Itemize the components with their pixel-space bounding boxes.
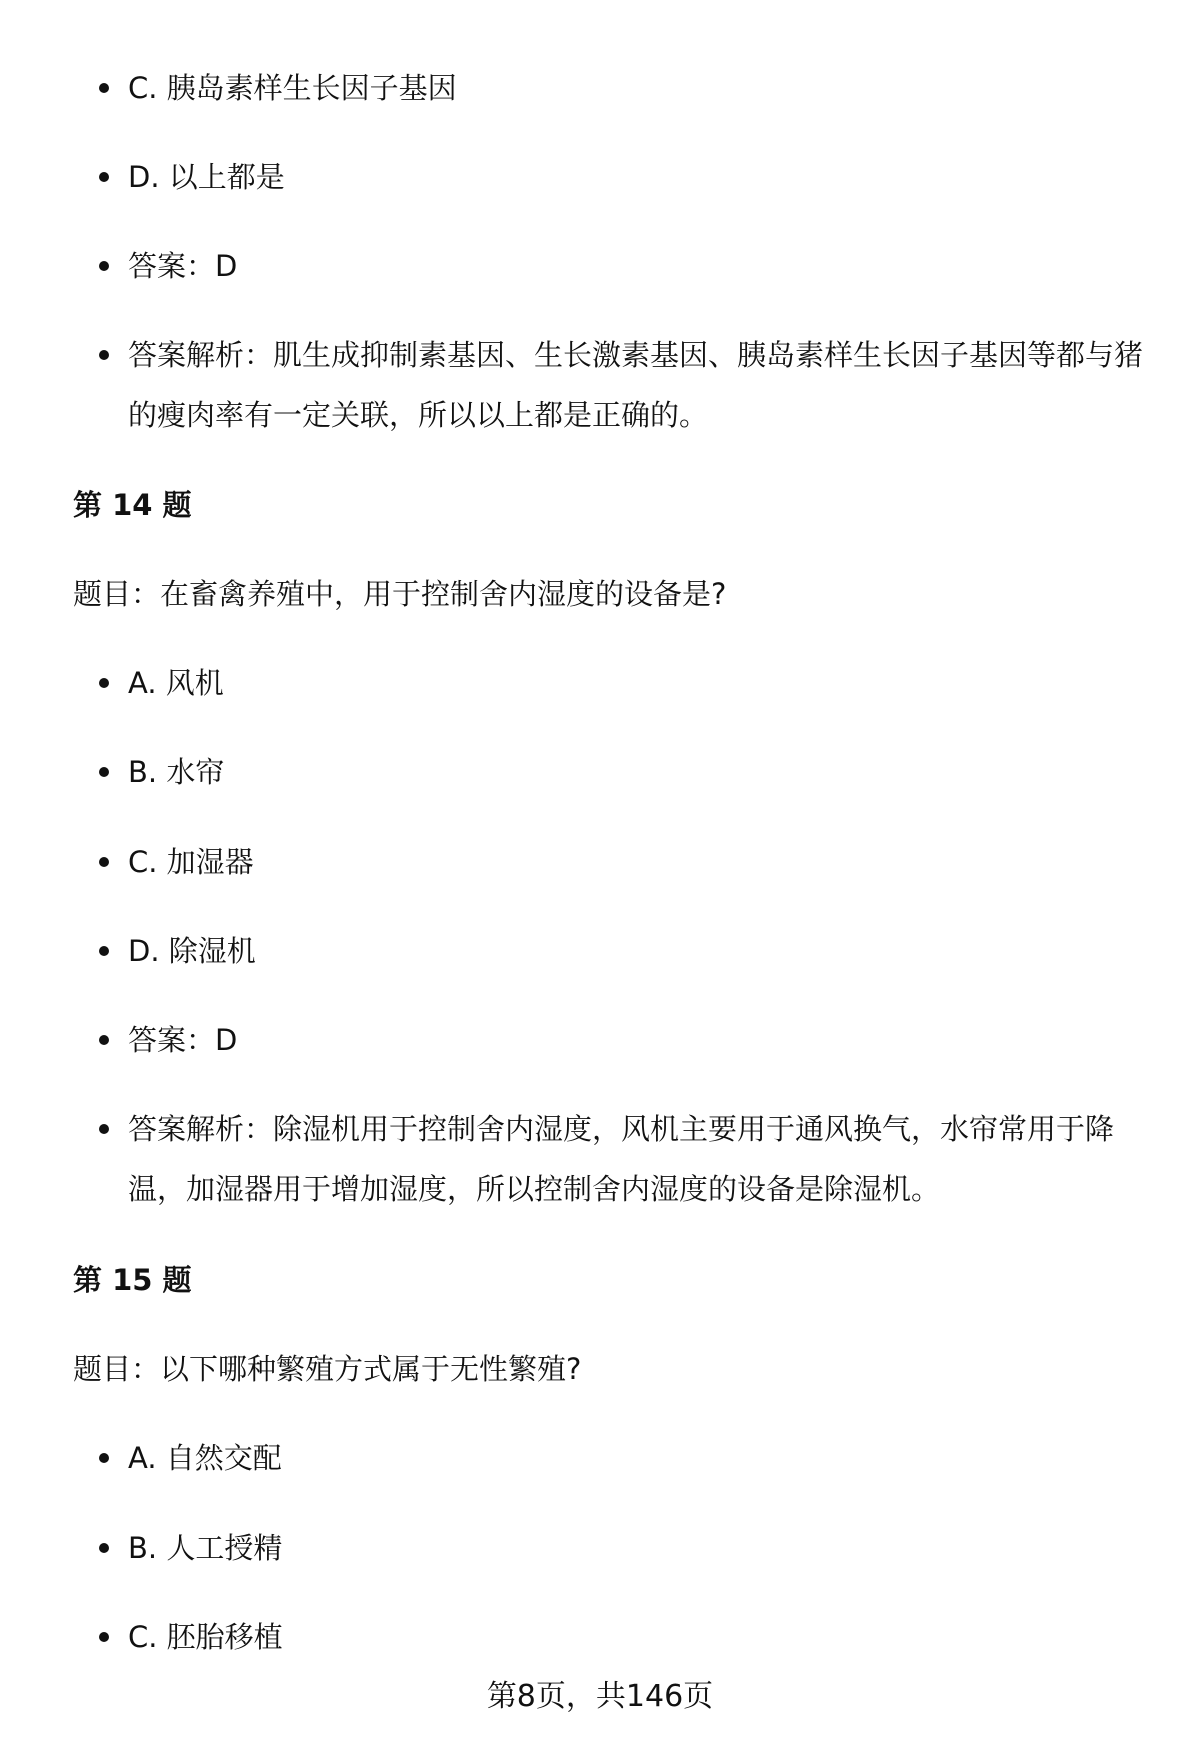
q15-question: 题目：以下哪种繁殖方式属于无性繁殖?	[73, 1352, 582, 1386]
q14-answer: 答案：D	[128, 1010, 1148, 1070]
q13-option-c: C. 胰岛素样生长因子基因	[128, 58, 1148, 118]
q15-option-c: C. 胚胎移植	[128, 1607, 1148, 1667]
q14-option-a: A. 风机	[128, 653, 1148, 713]
q14-heading: 第 14 题	[73, 488, 192, 522]
q14-option-d: D. 除湿机	[128, 921, 1148, 981]
q14-option-b: B. 水帘	[128, 742, 1148, 802]
q14-option-c: C. 加湿器	[128, 832, 1148, 892]
q13-explanation: 答案解析：肌生成抑制素基因、生长激素基因、胰岛素样生长因子基因等都与猪的瘦肉率有一定关联，所以以上都是正确的。	[128, 325, 1148, 445]
q14-question: 题目：在畜禽养殖中，用于控制舍内湿度的设备是?	[73, 577, 727, 611]
q15-heading: 第 15 题	[73, 1263, 192, 1297]
q13-option-d: D. 以上都是	[128, 147, 1148, 207]
page-number: 第8页，共146页	[486, 1679, 714, 1714]
q15-option-b: B. 人工授精	[128, 1518, 1148, 1578]
q14-explanation: 答案解析：除湿机用于控制舍内湿度，风机主要用于通风换气，水帘常用于降温，加湿器用于增加湿度，所以控制舍内湿度的设备是除湿机。	[128, 1099, 1148, 1219]
q13-answer: 答案：D	[128, 236, 1148, 296]
q15-option-a: A. 自然交配	[128, 1428, 1148, 1488]
